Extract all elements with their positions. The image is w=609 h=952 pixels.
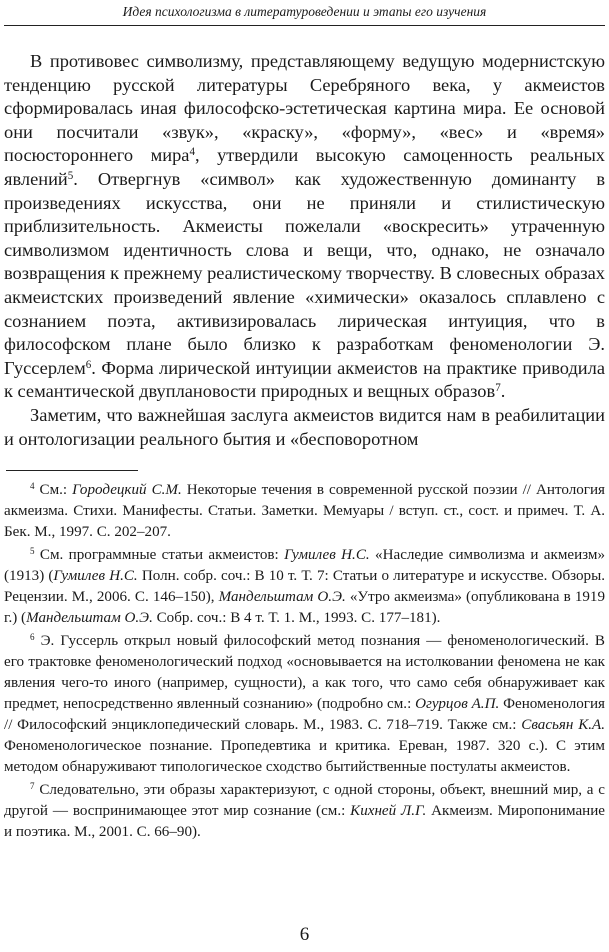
footnote-text: См.: — [34, 482, 73, 498]
footnote-ref-4[interactable]: 4 — [189, 146, 195, 159]
footnote-ref-5[interactable]: 5 — [67, 169, 74, 182]
p1-text-c: . Отвергнув «символ» как художественную доминанту в произведениях искусства, они не приняли и стилистическую приблизительность. Акмеисты пожелали «воскресить» утраченную символизмом идентичность слова и вещи, что, однако, не означало возвращения к прежнему реалистическому творчеству. В словесных образах акмеистских произведений явление «химически» оказалось сплавлено с сознанием поэта, активизировалась лирическая интуиция, что в философском плане было близко к разработкам феноменологии Э. Гуссерлем — [4, 168, 605, 378]
footnote-author: Гумилев Н.С. — [53, 568, 138, 584]
footnote-4 — [4, 480, 605, 543]
footnote-number: 7 — [30, 781, 35, 792]
footnote-6 — [4, 631, 605, 778]
footnote-text: «Утро акмеизма» (опубликована в 1919 г.) ( — [4, 589, 606, 626]
paragraph-2: Заметим, что важнейшая заслуга акмеистов видится нам в реабилитации и онтологизации реального бытия и «бесповоротном — [4, 404, 605, 449]
footnote-text: Следовательно, эти образы характеризуют, с одной стороны, объект, внешний мир, а с другой — воспринимающее этот мир сознание (см.: — [4, 782, 605, 819]
footnote-7 — [4, 780, 605, 843]
p1-text-a: В противовес символизму, представляющему ведущую модернистскую тенденцию русской литературы Серебряного века, у акмеистов сформировалась иная философско-эстетическая картина мира. Ее основой они посчитали «звук», «краску», «форму», «вес» и «время» посюстороннего мира — [4, 51, 605, 166]
footnote-text: Некоторые течения в современной русской поэзии // Антология акмеизма. Стихи. Манифесты. Статьи. Заметки. Мемуары / вступ. ст., сост. и примеч. Т. А. Бек. М., 1997. С. 202–207. — [4, 482, 605, 540]
footnote-5 — [4, 545, 605, 629]
p1-text-b: , утвердили высокую самоценность реальных явлений — [4, 145, 605, 189]
footnote-ref-6[interactable]: 6 — [85, 358, 92, 371]
page-number: 6 — [299, 924, 310, 945]
footnote-ref-7[interactable]: 7 — [495, 382, 501, 395]
footnote-text: Собр. соч.: В 4 т. Т. 1. М., 1993. С. 177–181). — [152, 610, 441, 626]
footnote-text: «Наследие символизма и акмеизм» (1913) ( — [4, 547, 606, 584]
footnotes — [4, 480, 605, 845]
footnote-text: Акмеизм. Миропонимание и поэтика. М., 2001. С. 66–90). — [4, 803, 605, 840]
footnote-author: Городецкий С.М. — [72, 482, 182, 498]
footnote-number: 6 — [30, 632, 35, 643]
footnote-author: Свасьян К.А. — [521, 717, 605, 733]
footnote-text: Феноменология // Философский энциклопедический словарь. М., 1983. С. 718–719. Также см.: — [4, 696, 605, 733]
footnote-text: Феноменологическое познание. Пропедевтика и критика. Ереван, 1987. 320 с.). С этим методом обнаруживают типологическое сходство бытийственные постулаты акмеистов. — [4, 738, 605, 775]
footnote-text: Э. Гуссерль открыл новый философский метод познания — феноменологический. В его трактовке феноменологический подход «основывается на истолковании феномена не как явления чего-то иного (например, сущности), а как того, что само себя обнаруживает как предмет, непосредственно явленный сознанию» (подробно см.: — [4, 633, 605, 712]
footnote-number: 5 — [30, 546, 35, 557]
running-header: Идея психологизма в литературоведении и этапы его изучения — [122, 4, 487, 19]
footnote-author: Кихней Л.Г. — [350, 803, 427, 819]
footnote-author: Мандельштам О.Э. — [218, 589, 346, 605]
footnote-text: См. программные статьи акмеистов: — [34, 547, 285, 563]
paragraph-1 — [4, 50, 605, 404]
footnote-author: Гумилев Н.С. — [284, 547, 370, 563]
footnote-separator — [6, 470, 138, 471]
p1-text-d: . Форма лирической интуиции акмеистов на практике приводила к семантической двуплановости природных и вещных образов — [4, 357, 605, 402]
footnote-author: Мандельштам О.Э. — [26, 610, 153, 626]
header-rule — [4, 25, 605, 26]
p1-text-e: . — [500, 381, 506, 402]
footnote-author: Огурцов А.П. — [415, 696, 500, 712]
footnote-text: Полн. собр. соч.: В 10 т. Т. 7: Статьи о литературе и искусстве. Обзоры. Рецензии. М., 2006. С. 146–150), — [4, 568, 606, 605]
main-text — [4, 50, 605, 451]
footnote-number: 4 — [30, 481, 35, 492]
